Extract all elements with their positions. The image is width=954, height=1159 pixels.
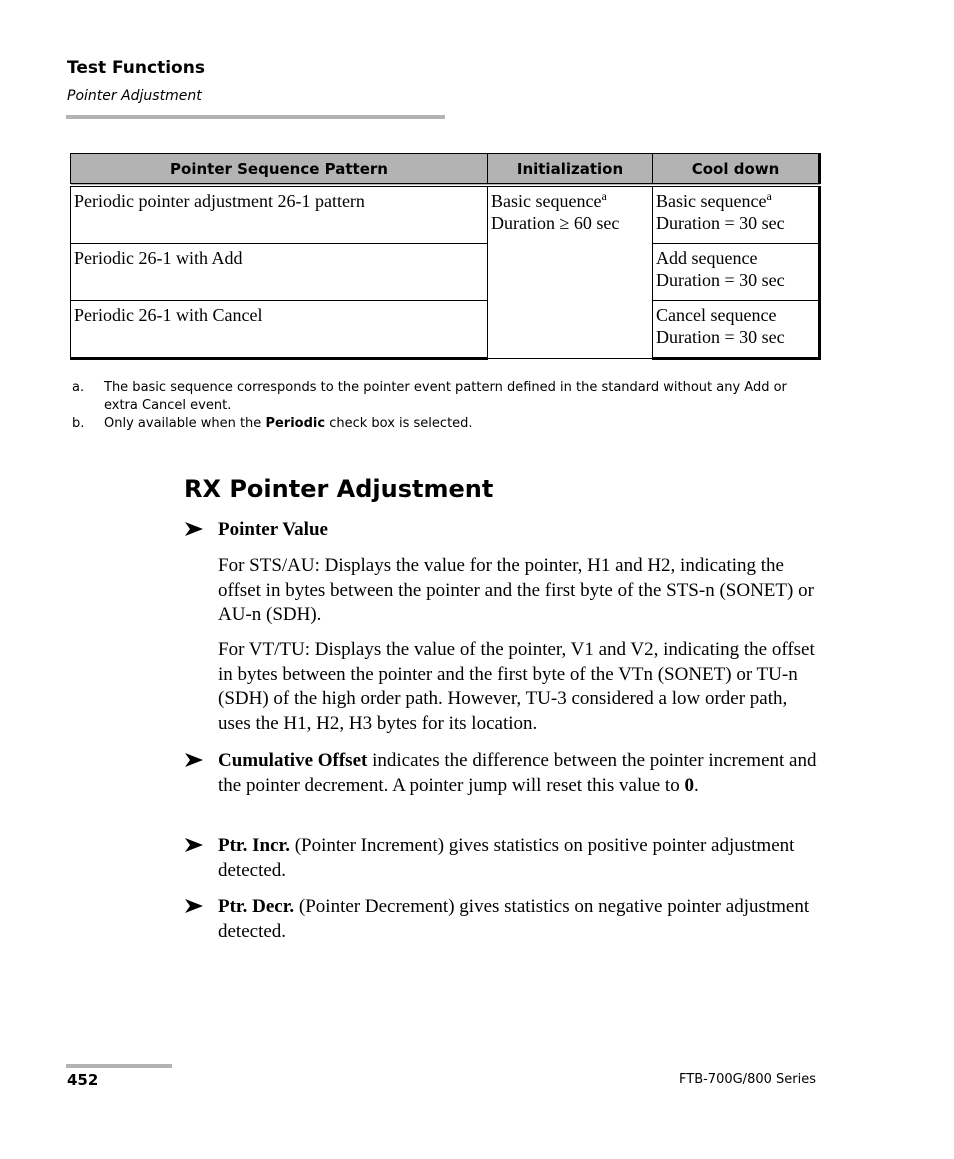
col-header-pattern: Pointer Sequence Pattern (71, 154, 488, 186)
table-row (71, 244, 820, 301)
product-series: FTB-700G/800 Series (679, 1072, 816, 1087)
pointer-value-label: Pointer Value (218, 519, 328, 540)
header-title: Test Functions (67, 58, 205, 78)
footnote-text-pre: Only available when the (104, 416, 266, 431)
cool-duration: Duration = 30 sec (656, 327, 785, 347)
ptr-incr-label: Ptr. Incr. (218, 835, 290, 856)
col-header-initialization: Initialization (488, 154, 653, 186)
arrowhead-bullet-icon (184, 752, 204, 768)
header-rule (66, 115, 445, 119)
table-row (71, 301, 820, 359)
arrowhead-bullet-icon (184, 898, 204, 914)
ptr-incr-text: (Pointer Increment) gives statistics on positive pointer adjustment detected. (218, 835, 795, 881)
cool-down-cell (653, 301, 820, 359)
cool-sequence: Cancel sequence (656, 305, 777, 325)
cool-duration: Duration = 30 sec (656, 213, 785, 233)
pointer-sequence-table (70, 153, 821, 360)
page-number: 452 (67, 1071, 99, 1089)
pattern-cell: Periodic pointer adjustment 26-1 pattern (71, 185, 488, 244)
table-header-row (71, 154, 820, 186)
cool-down-cell (653, 185, 820, 244)
footnote-text: The basic sequence corresponds to the pointer event pattern defined in the standard without any Add or extra Cancel event. (104, 380, 787, 413)
footer-rule (66, 1064, 172, 1068)
section-title: RX Pointer Adjustment (184, 475, 494, 503)
init-duration: Duration ≥ 60 sec (491, 213, 620, 233)
cool-down-cell (653, 244, 820, 301)
cumulative-offset-label: Cumulative Offset (218, 750, 368, 771)
pattern-cell: Periodic 26-1 with Cancel (71, 301, 488, 359)
footnote-a (72, 379, 824, 415)
pointer-value-sts-paragraph: For STS/AU: Displays the value for the pointer, H1 and H2, indicating the offset in bytes between the pointer and the first byte of the STS-n (SONET) or AU-n (SDH). (218, 555, 814, 625)
footnote-text-bold: Periodic (265, 416, 326, 431)
footnote-ref-a: a (766, 189, 772, 203)
ptr-decr-label: Ptr. Decr. (218, 896, 295, 917)
arrowhead-bullet-icon (184, 521, 204, 537)
arrowhead-bullet-icon (184, 837, 204, 853)
footnote-b (72, 415, 824, 433)
cool-sequence: Add sequence (656, 248, 758, 268)
cumulative-offset-text: indicates the difference between the pointer increment and the pointer decrement. A pointer jump will reset this value to (218, 750, 817, 796)
cumulative-offset-value: 0 (684, 774, 694, 796)
pointer-value-vt-paragraph: For VT/TU: Displays the value of the pointer, V1 and V2, indicating the offset in bytes between the pointer and the first byte of the VTn (SONET) or TU-n (SDH) of the high order path. However, TU-3 considered a low order path, uses the H1, H2, H3 bytes for its location. (218, 639, 815, 734)
footnote-ref-a: a (601, 189, 607, 203)
ptr-decr-text: (Pointer Decrement) gives statistics on negative pointer adjustment detected. (218, 896, 810, 942)
header-subtitle: Pointer Adjustment (67, 88, 202, 104)
initialization-cell (488, 185, 653, 359)
cool-duration: Duration = 30 sec (656, 270, 785, 290)
footnote-label: b. (72, 416, 85, 431)
table-row (71, 185, 820, 244)
cool-sequence: Basic sequence (656, 191, 767, 211)
footnote-label: a. (72, 380, 85, 395)
pattern-cell: Periodic 26-1 with Add (71, 244, 488, 301)
footnote-text (104, 415, 824, 433)
footnote-text-post: check box is selected. (325, 416, 473, 431)
cumulative-offset-end: . (693, 774, 699, 796)
col-header-cool-down: Cool down (653, 154, 820, 186)
init-sequence: Basic sequence (491, 191, 602, 211)
